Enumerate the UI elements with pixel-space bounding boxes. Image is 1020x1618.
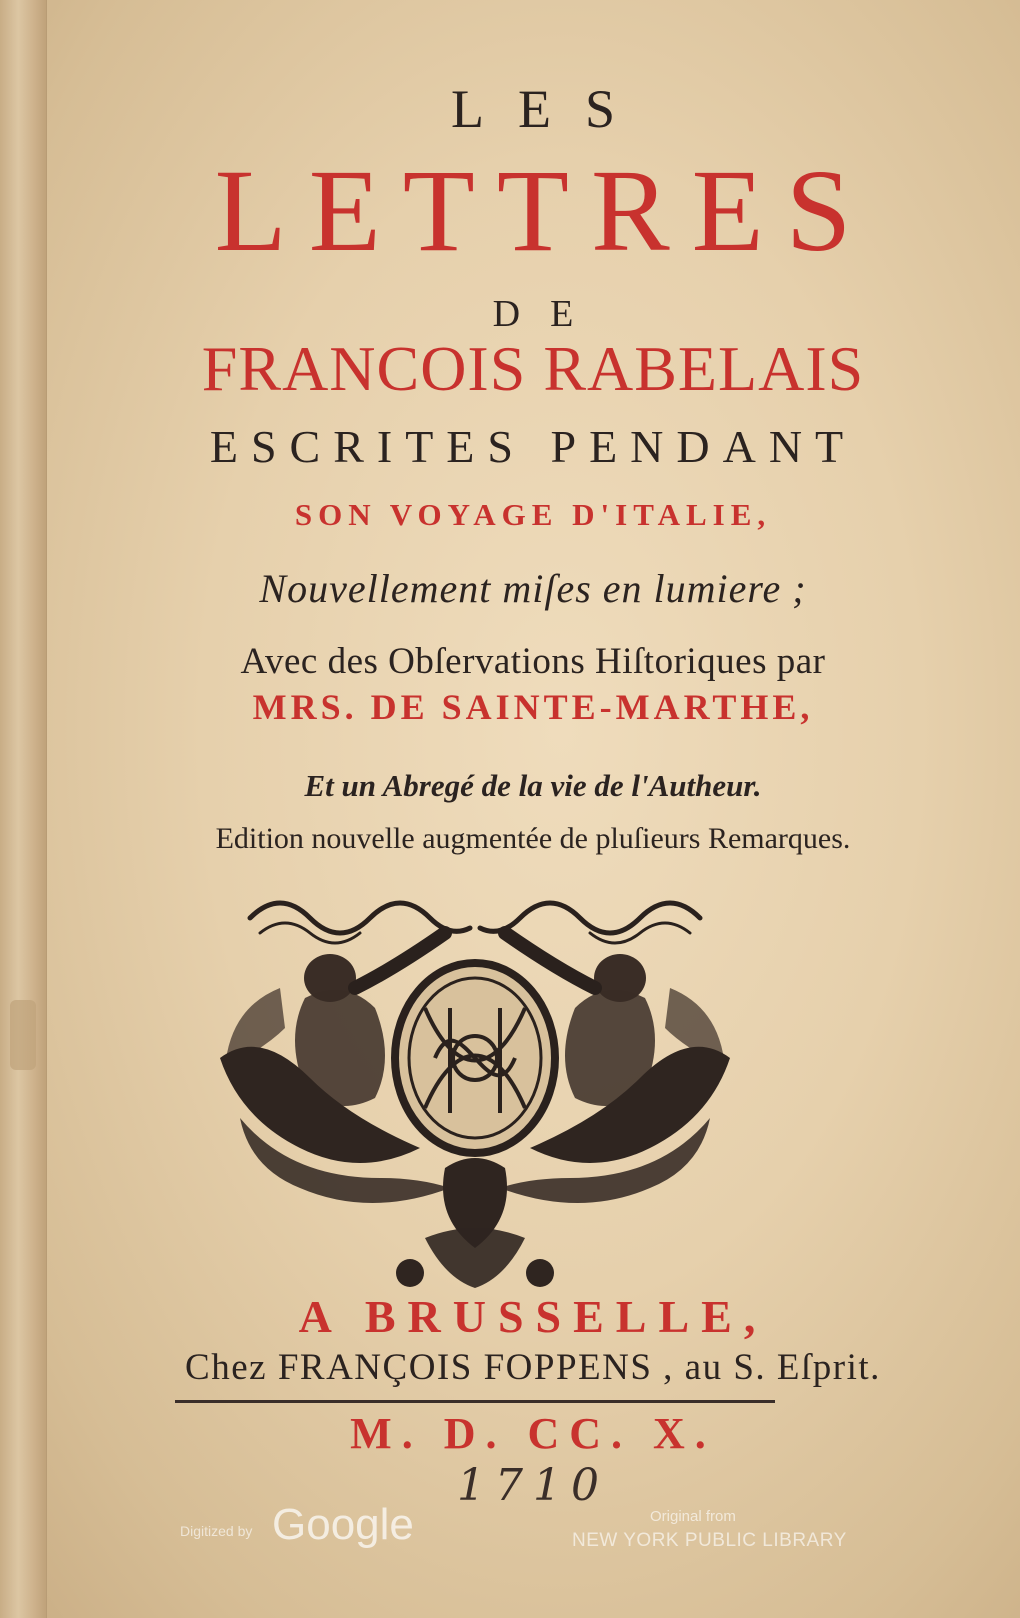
cherubs-monogram-vignette-icon — [210, 878, 740, 1298]
digitized-by-watermark: Digitized by — [180, 1523, 253, 1539]
subtitle-observations: Avec des Obſervations Hiſtoriques par — [240, 641, 826, 682]
author-name: FRANCOIS RABELAIS — [201, 333, 865, 404]
editor-names: MRS. DE SAINTE-MARTHE, — [252, 687, 814, 727]
title-les: LES — [450, 79, 649, 139]
edition-note: Edition nouvelle augmentée de pluſieurs Remarques. — [215, 822, 851, 855]
subtitle-abrege: Et un Abregé de la vie de l'Autheur. — [304, 768, 762, 803]
imprint-rule — [175, 1400, 775, 1403]
library-watermark: NEW YORK PUBLIC LIBRARY — [572, 1530, 847, 1551]
original-from-watermark: Original from — [650, 1508, 736, 1525]
place-of-printing: A BRUSSELLE, — [298, 1291, 768, 1342]
subtitle-nouvellement: Nouvellement miſes en lumiere ; — [259, 566, 807, 611]
title-lettres: LETTRES — [214, 145, 874, 276]
google-watermark: Google — [272, 1500, 414, 1549]
torn-spine-patch — [10, 1000, 36, 1070]
subtitle-escrites: ESCRITES PENDANT — [209, 421, 857, 472]
handwritten-year: 1710 — [457, 1460, 609, 1511]
subtitle-voyage: SON VOYAGE D'ITALIE, — [294, 497, 772, 532]
publisher-line: Chez FRANÇOIS FOPPENS , au S. Eſprit. — [185, 1347, 881, 1388]
book-spine-edge — [0, 0, 47, 1618]
title-de: DE — [492, 293, 604, 335]
roman-date: M. D. CC. X. — [350, 1409, 716, 1458]
